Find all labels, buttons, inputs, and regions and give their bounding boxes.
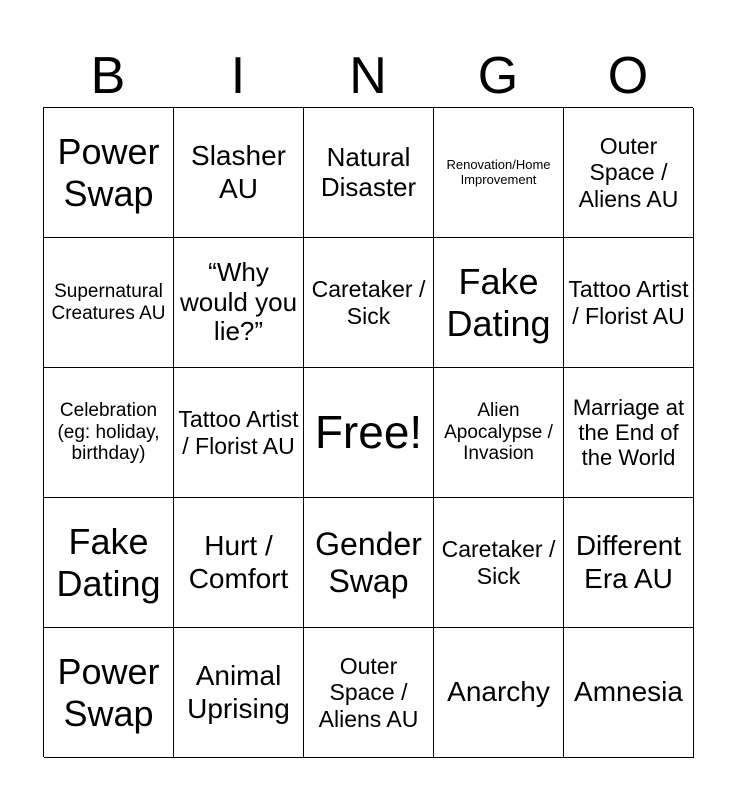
bingo-cell[interactable] <box>564 238 694 368</box>
header-letter-g: G <box>477 47 519 105</box>
bingo-header <box>43 44 693 108</box>
bingo-cell-text: Outer Space / Aliens AU <box>578 132 679 212</box>
bingo-cell-text: Celebration (eg: holiday, birthday) <box>57 399 160 465</box>
bingo-cell[interactable] <box>304 108 434 238</box>
bingo-cell[interactable] <box>174 368 304 498</box>
bingo-cell-text: Amnesia <box>574 676 683 708</box>
bingo-cell[interactable] <box>564 628 694 758</box>
bingo-cell-text: Fake Dating <box>56 521 161 604</box>
bingo-cell[interactable] <box>434 238 564 368</box>
bingo-cell[interactable] <box>304 628 434 758</box>
bingo-cell[interactable] <box>434 368 564 498</box>
bingo-cell[interactable] <box>564 368 694 498</box>
bingo-cell[interactable] <box>174 628 304 758</box>
bingo-cell-text: Anarchy <box>447 676 550 708</box>
bingo-cell[interactable] <box>304 498 434 628</box>
bingo-cell-text: Renovation/Home Improvement <box>446 156 551 187</box>
bingo-cell-text: Power Swap <box>57 651 160 734</box>
bingo-cell-text: Slasher AU <box>191 140 286 204</box>
bingo-cell-text: Hurt / Comfort <box>188 530 289 594</box>
bingo-cell-text: Caretaker / Sick <box>311 276 426 329</box>
bingo-cell[interactable] <box>304 238 434 368</box>
bingo-cell[interactable] <box>564 498 694 628</box>
bingo-cell[interactable] <box>44 498 174 628</box>
bingo-cell-text: Tattoo Artist / Florist AU <box>568 276 689 329</box>
header-letter-n: N <box>349 47 387 105</box>
free-space-text: Free! <box>314 406 423 459</box>
header-letter-i: I <box>230 47 246 105</box>
bingo-cell-text: Power Swap <box>57 131 160 214</box>
bingo-cell[interactable] <box>44 368 174 498</box>
bingo-cell-text: Animal Uprising <box>187 660 290 724</box>
bingo-cell-text: Different Era AU <box>575 530 682 594</box>
bingo-cell[interactable] <box>44 238 174 368</box>
bingo-cell-text: Natural Disaster <box>320 141 417 202</box>
bingo-cell[interactable] <box>434 108 564 238</box>
bingo-cell-text: Gender Swap <box>315 525 422 599</box>
bingo-cell[interactable] <box>174 498 304 628</box>
bingo-cell[interactable] <box>174 108 304 238</box>
bingo-cell-text: Alien Apocalypse / Invasion <box>444 399 553 465</box>
bingo-cell[interactable] <box>564 108 694 238</box>
bingo-cell[interactable] <box>434 628 564 758</box>
bingo-cell-text: Outer Space / Aliens AU <box>318 652 419 732</box>
bingo-cell-text: “Why would you lie?” <box>179 256 298 347</box>
bingo-cell-text: Caretaker / Sick <box>441 536 556 589</box>
header-letter-o: O <box>607 47 649 105</box>
bingo-cell-text: Tattoo Artist / Florist AU <box>178 406 299 459</box>
bingo-cell[interactable] <box>44 628 174 758</box>
bingo-cell[interactable] <box>434 498 564 628</box>
bingo-cell[interactable] <box>174 238 304 368</box>
bingo-cell-text: Supernatural Creatures AU <box>51 280 166 324</box>
bingo-cell-text: Fake Dating <box>446 261 551 344</box>
free-space-cell[interactable] <box>304 368 434 498</box>
header-letter-b: B <box>90 47 126 105</box>
bingo-cell[interactable] <box>44 108 174 238</box>
bingo-cell-text: Marriage at the End of the World <box>572 394 685 471</box>
bingo-board <box>43 107 693 757</box>
